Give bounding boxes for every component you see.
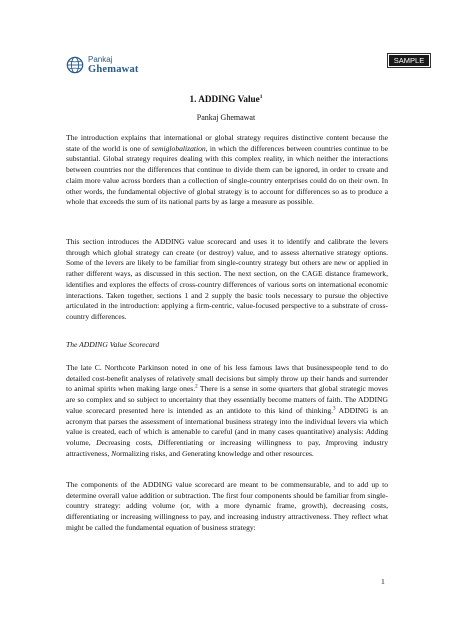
paragraph-text: The late C. Northcote Parkinson noted in one of his less famous laws that businesspeople tend to do detailed cost-benefit analyses of relatively small decisions but simply throw up their hands and surrender to animal spirits when making large ones. [66, 363, 388, 394]
acronym-initial: N [111, 448, 117, 458]
paragraph-text: ADDING is an acronym that parses the assessment of international business strategy into the individual levers via which value is created, each of which is amenable to careful (and in many cases quantitative) analysis: [66, 405, 388, 437]
sample-badge [387, 53, 431, 68]
components-paragraph: The components of the ADDING value scorecard are meant to be commensurable, and to add up to determine overall value addition or subtraction. The first four components should be familiar from single-country strategy: adding volume (or, with a more dynamic frame, growth), decreasing costs, differentiating or increasing willingness to pay, and increasing industry attractiveness. They reflect what might be called the fundamental equation of business strategy: [66, 480, 388, 532]
paragraph-text: The introduction explains that international or global strategy requires distinctive content because the state of the world is one of [66, 133, 388, 153]
intro-paragraph [66, 133, 388, 208]
globe-icon [66, 56, 84, 74]
acronym-word: enerating knowledge and other resources. [187, 448, 314, 458]
document-title [0, 94, 452, 104]
footnote-marker: 2 [195, 384, 198, 390]
acronym-word: ecreasing costs, [101, 437, 159, 447]
author-name: Pankaj Ghemawat [196, 113, 256, 122]
acronym-word: mproving industry attractiveness, [66, 437, 388, 458]
page-number: 1 [381, 577, 385, 586]
footnote-marker: 3 [333, 406, 336, 412]
section-overview-paragraph: This section introduces the ADDING value scorecard and uses it to identify and calibrate the levers through which global strategy can create (or destroy) value, and to assess alternative strategy options. Some of the levers are likely to be familiar from single-country strategy but others are new or applied in rather different ways, as discussed in this section. The next section, on the CAGE distance framework, identifies and explores the effects of cross-country differences of various sorts on international economic interactions. Taken together, sections 1 and 2 supply the basic tools necessary to pursue the objective articulated in the introduction: applying a firm-centric, value-focused perspective to a substrate of cross-country differences. [66, 237, 388, 321]
acronym-initial: D [96, 437, 102, 447]
title-footnote-marker: 1 [259, 94, 263, 100]
company-logo [66, 55, 139, 75]
sample-label: SAMPLE [389, 55, 429, 66]
logo-last-name: Ghemawat [88, 64, 139, 75]
title-text: 1. ADDING Value [189, 94, 260, 105]
logo-first-name: Pankaj [88, 55, 113, 64]
acronym-initial: I [325, 437, 329, 447]
acronym-word: ifferentiating or increasing willingness to pay, [163, 437, 326, 447]
acronym-initial: G [182, 448, 188, 458]
logo-text [88, 55, 139, 75]
acronym-word: dding volume, [66, 427, 388, 447]
paragraph-text: , in which the differences between countries continue to be substantial. Global strategy requires dealing with this complex reality, in which neither the interactions between countries nor the differences that continue to divide them can be ignored, in order to create and claim more value across borders than a collection of single-country enterprises could do on their own. In other words, the fundamental objective of global strategy is to account for differences so as to produce a whole that exceeds the sum of its national parts by as large a measure as possible. [66, 143, 389, 207]
acronym-word: ormalizing risks, and [116, 448, 183, 458]
scorecard-paragraph [66, 363, 388, 459]
emphasized-term: semiglobalization [151, 143, 206, 153]
section-subheading: The ADDING Value Scorecard [66, 340, 160, 349]
acronym-initial: A [366, 427, 371, 437]
acronym-initial: D [158, 437, 164, 447]
paragraph-text: There is a sense in some quarters that global strategic moves are so complex and so subject to uncertainty that they essentially become matters of faith. The ADDING value scorecard presented here is intended as an antidote to this kind of thinking. [66, 384, 388, 415]
